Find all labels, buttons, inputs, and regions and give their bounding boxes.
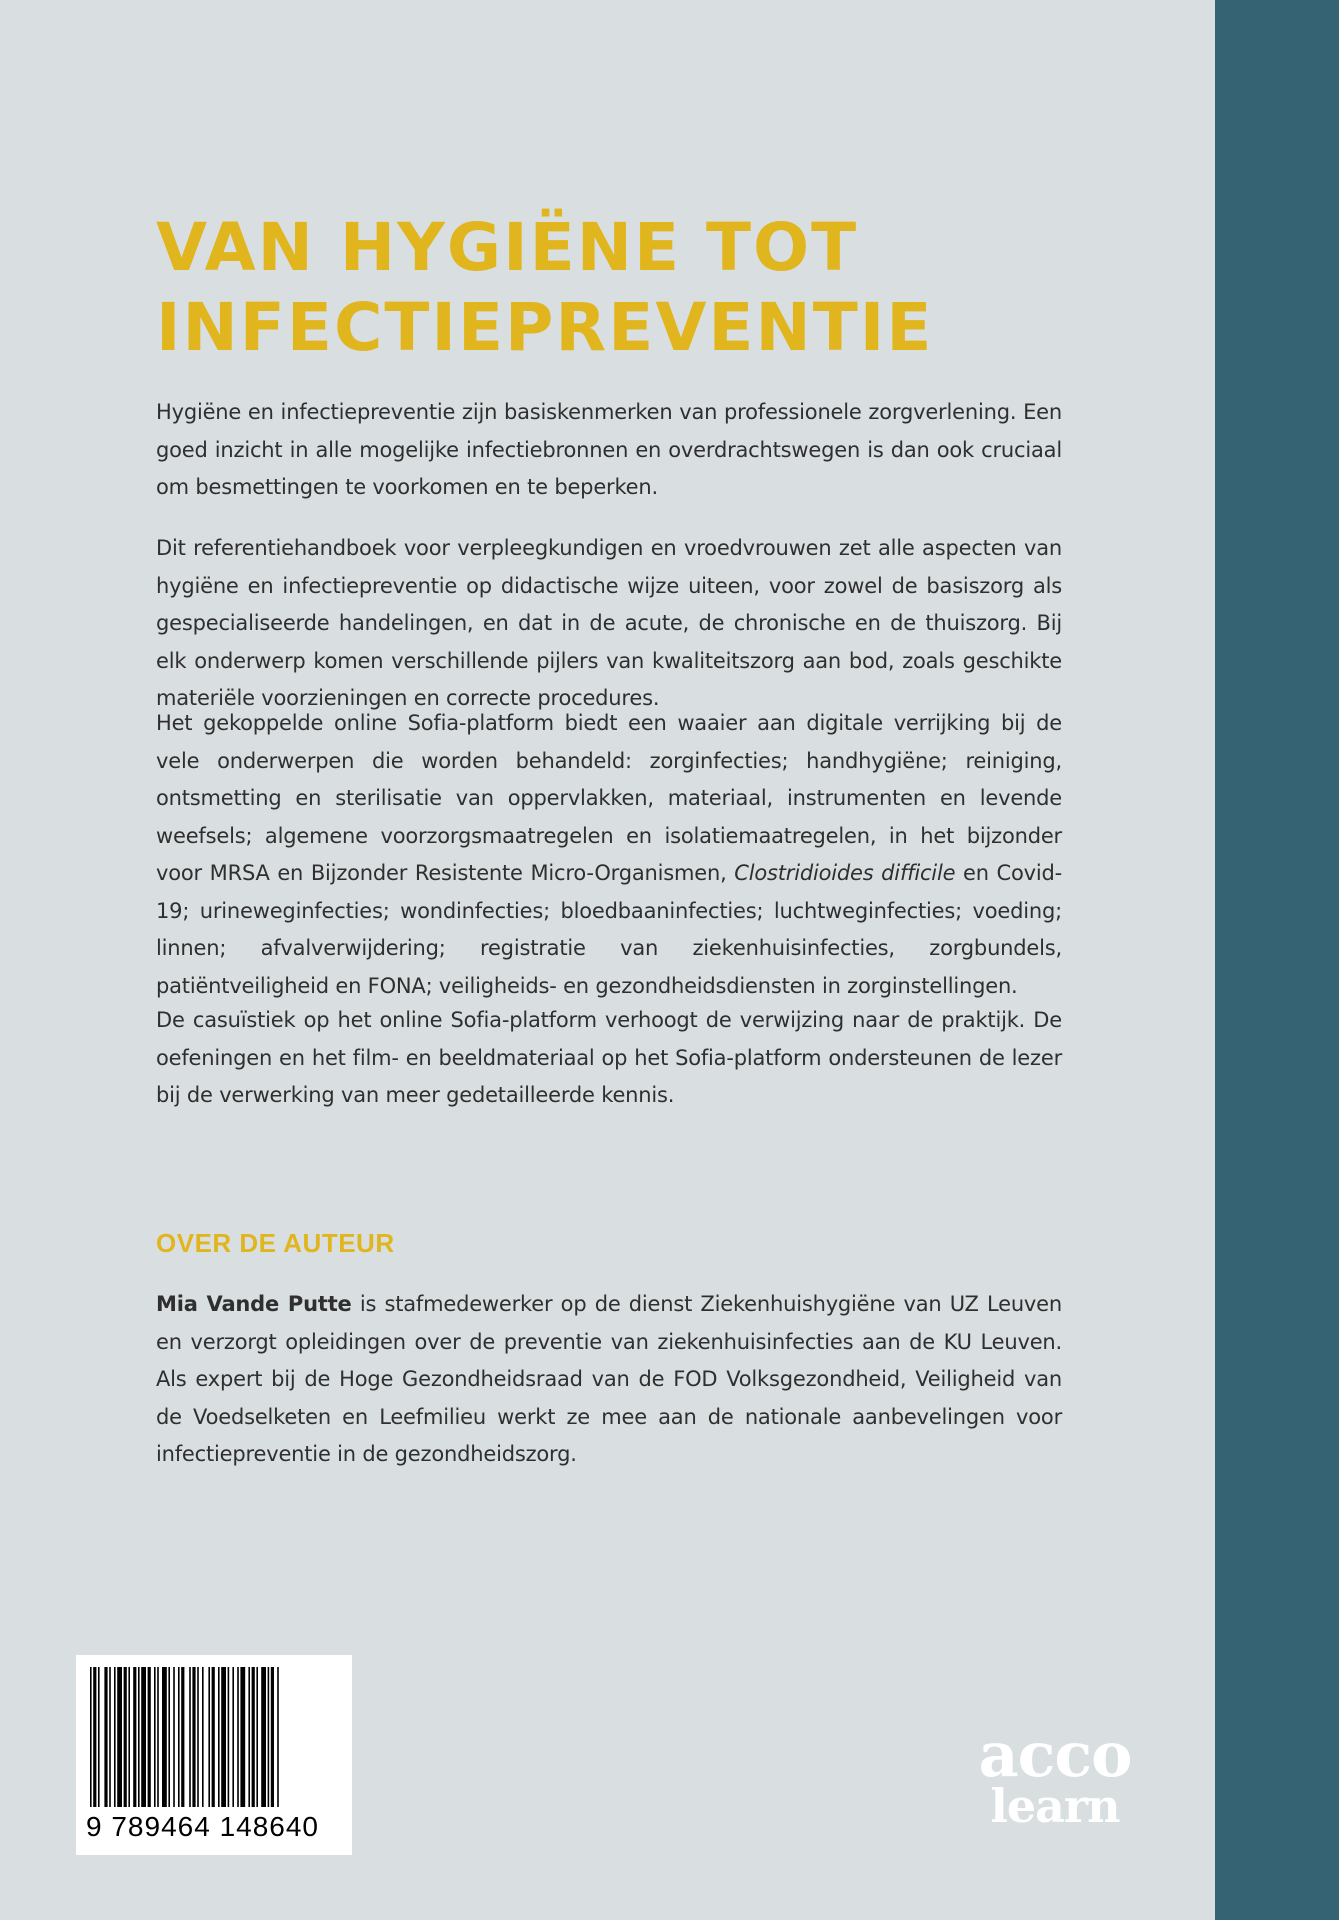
publisher-logo-line2: learn (990, 1779, 1120, 1833)
book-title-line1: VAN HYGIËNE TOT (156, 209, 859, 286)
blurb-paragraph-3 (156, 705, 1062, 1005)
publisher-logo (965, 1718, 1145, 1833)
blurb-paragraph-1: Hygiëne en infectiepreventie zijn basiskenmerken van professionele zorgverlening. Een goed inzicht in alle mogelijke infectiebronnen en overdrachtswegen is dan ook cruciaal om besmettingen te voorkomen en te beperken. (156, 400, 1062, 499)
publisher-logo-line1: acco (978, 1718, 1132, 1791)
book-title (156, 208, 1062, 368)
blurb-paragraph-4: De casuïstiek op het online Sofia-platform verhoogt de verwijzing naar de praktijk. De oefeningen en het film- en beeldmateriaal op het Sofia-platform ondersteunen de lezer bij de verwerking van meer gedetailleerde kennis. (156, 1008, 1062, 1107)
book-title-line2: INFECTIEPREVENTIE (156, 289, 934, 366)
blurb-paragraph-3-part2: en Covid-19; urineweginfecties; wondinfecties; bloedbaaninfecties; luchtweginfecties; voeding; linnen; afvalverwijdering; registratie van ziekenhuisinfecties, zorgbundels, patiëntveiligheid en FONA; veiligheids- en gezondheidsdiensten in zorginstellingen. (156, 861, 1062, 998)
author-bio (156, 1286, 1062, 1474)
blurb-paragraph-3-italic: Clostridioides difficile (734, 861, 956, 885)
author-heading: OVER DE AUTEUR (156, 1228, 395, 1258)
blurb-paragraph-2: Dit referentiehandboek voor verpleegkundigen en vroedvrouwen zet alle aspecten van hygiëne en infectiepreventie op didactische wijze uiteen, voor zowel de basiszorg als gespecialiseerde handelingen, en dat in de acute, de chronische en de thuiszorg. Bij elk onderwerp komen verschillende pijlers van kwaliteitszorg aan bod, zoals geschikte materiële voorzieningen en correcte procedures. (156, 536, 1062, 710)
author-bio-text: is stafmedewerker op de dienst Ziekenhuishygiëne van UZ Leuven en verzorgt opleidingen over de preventie van ziekenhuisinfecties aan de KU Leuven. Als expert bij de Hoge Gezondheidsraad van de FOD Volksgezondheid, Veiligheid van de Voedselketen en Leefmilieu werkt ze mee aan de nationale aanbevelingen voor infectiepreventie in de gezondheidszorg. (156, 1292, 1062, 1466)
spine-band (1215, 0, 1339, 1920)
isbn-barcode (76, 1655, 352, 1855)
blurb-paragraph-3-part1: Het gekoppelde online Sofia-platform biedt een waaier aan digitale verrijking bij de vele onderwerpen die worden behandeld: zorginfecties; handhygiëne; reiniging, ontsmetting en sterilisatie van oppervlakken, materiaal, instrumenten en levende weefsels; algemene voorzorgsmaatregelen en isolatiemaatregelen, in het bijzonder voor MRSA en Bijzonder Resistente Micro-Organismen, (156, 711, 1062, 885)
isbn-digits: 9 789464 148640 (86, 1811, 319, 1842)
author-name: Mia Vande Putte (156, 1292, 352, 1316)
barcode-bars (90, 1667, 338, 1807)
